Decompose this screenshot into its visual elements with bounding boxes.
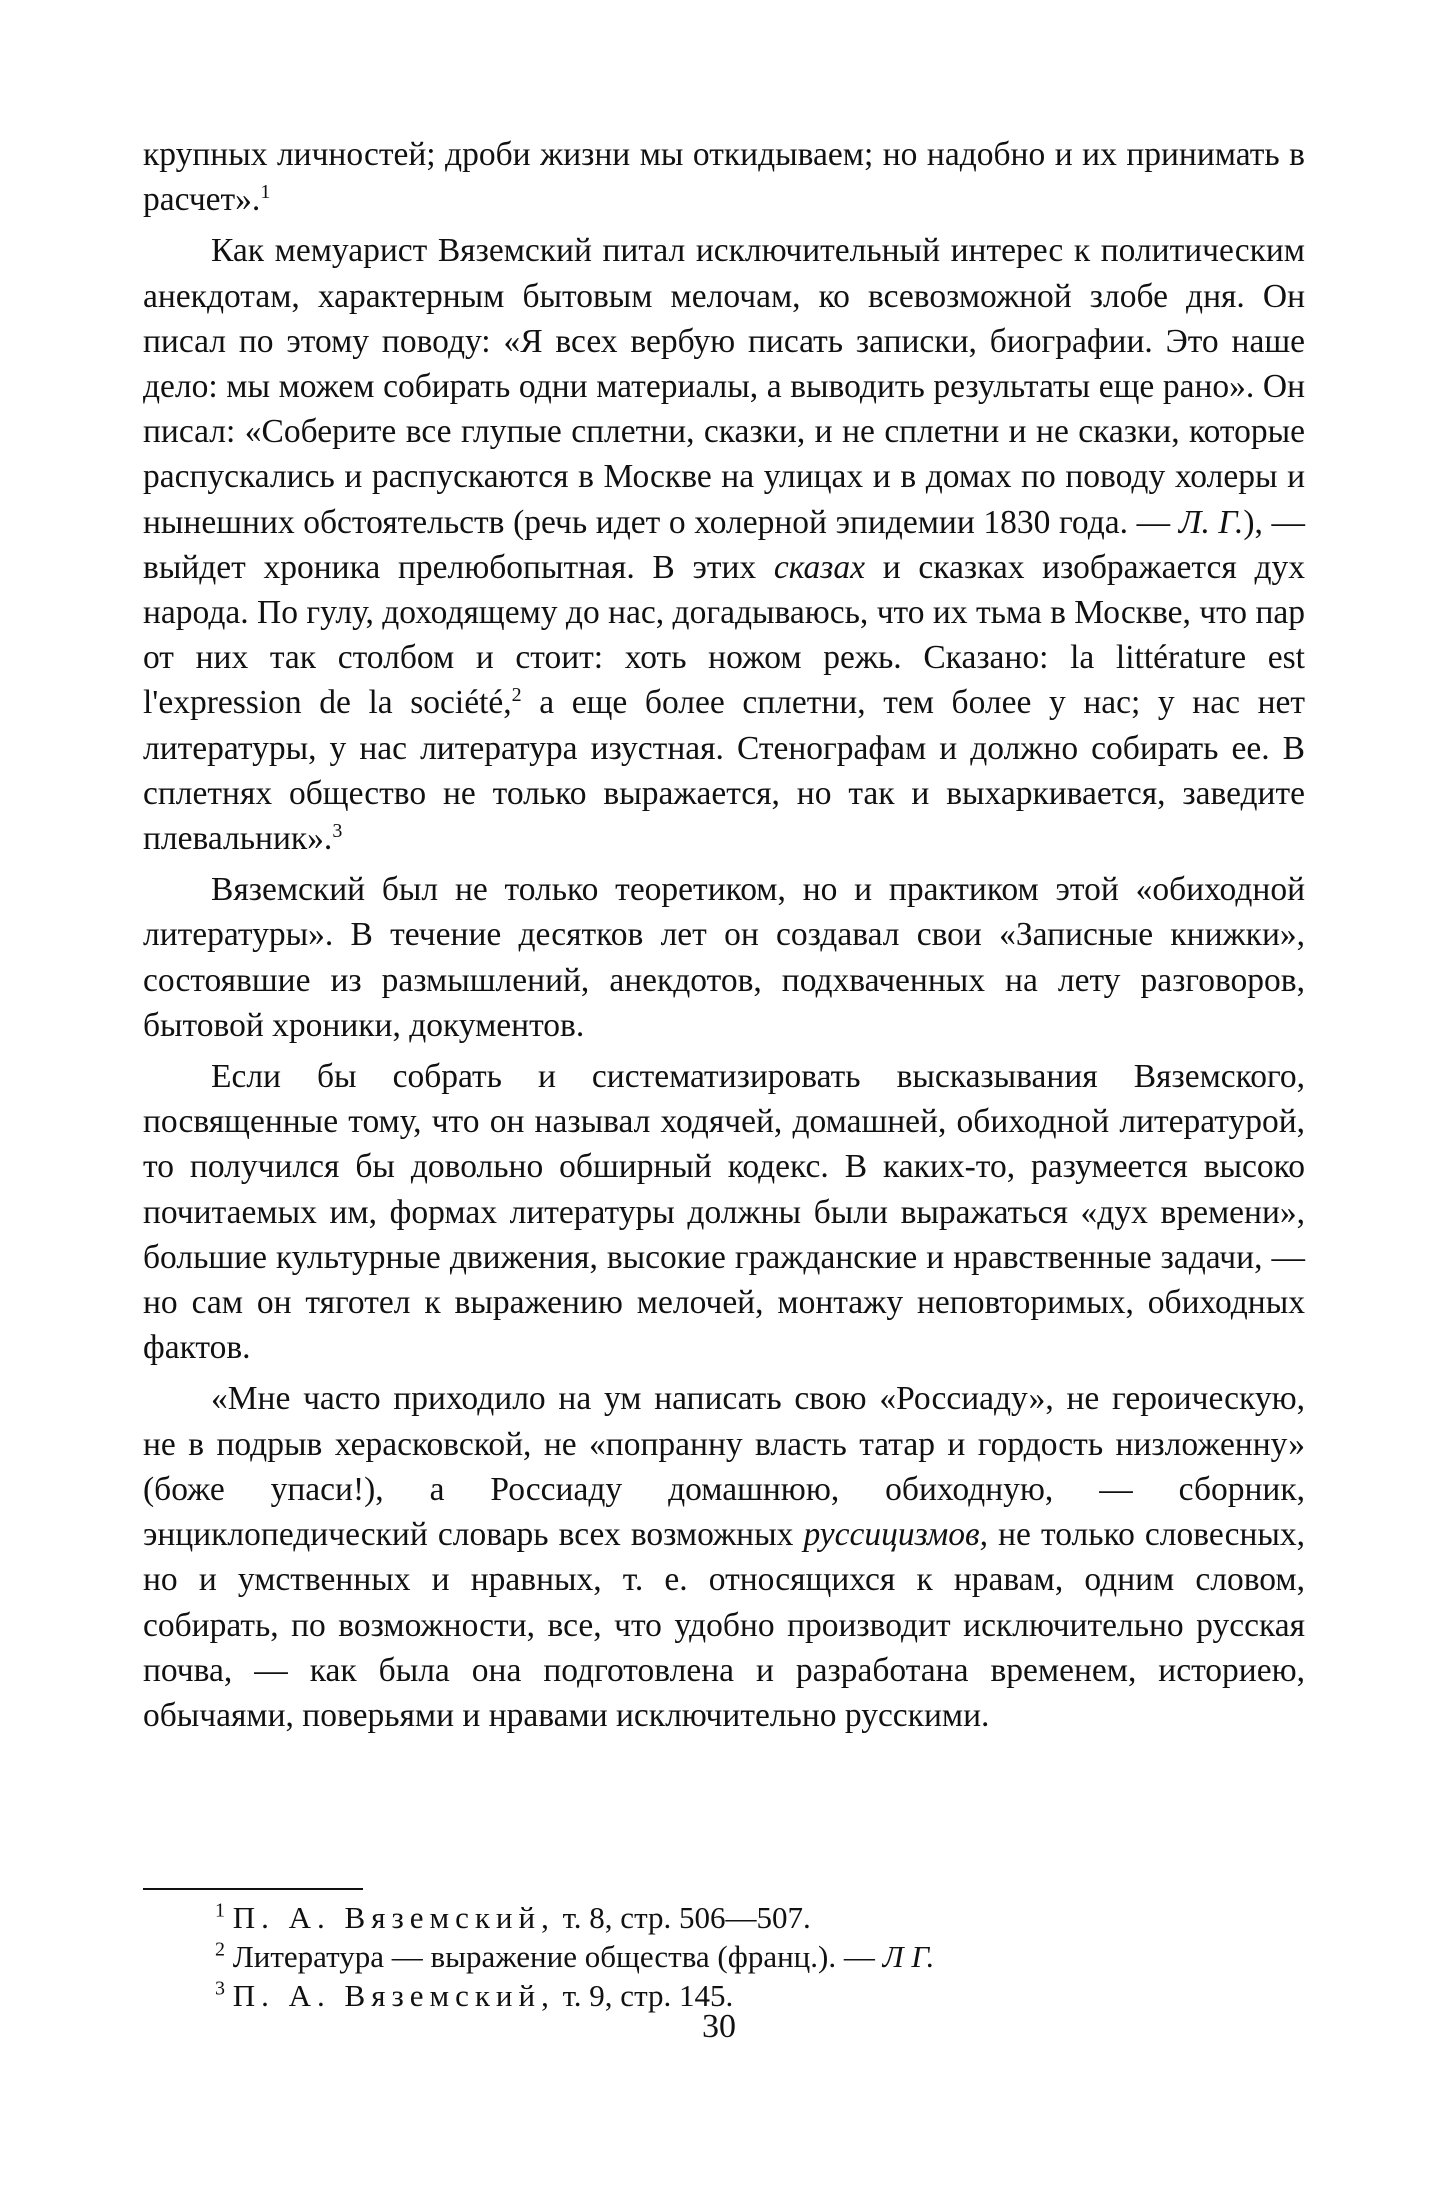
italic-text: Л. Г. (1178, 503, 1244, 541)
paragraph (143, 228, 1305, 861)
text-run: Если бы собрать и систематизировать высказывания Вяземского, посвященные тому, что он называл ходячей, домашней, обиходной литературой, то получился бы довольно обширный кодекс. В каких-то, разумеется высоко почитаемых им, формах литературы должны были выражаться «дух времени», большие культурные движения, высокие гражданские и нравственные задачи, — но сам он тяготел к выражению мелочей, монтажу неповторимых, обиходных фактов. (143, 1058, 1305, 1367)
text-run: а еще более сплетни, тем более у нас; у нас нет литературы, у нас литература изустная. Стенографам и должно собирать ее. В сплетнях общество не только выражается, но так и выхаркивается, заведите плевальник». (143, 684, 1306, 858)
paragraph (143, 867, 1305, 1048)
page-number: 30 (702, 2008, 736, 2045)
footnote-ref: 1 (260, 181, 271, 204)
footnote-signature: Л Г. (882, 1939, 935, 1974)
paragraph (143, 1054, 1305, 1370)
footnote-divider (143, 1888, 363, 1890)
footnote-text: т. 9, стр. 145. (562, 1978, 734, 2013)
text-run: не только словесных, но и умственных и нравных, т. е. относящихся к нравам, одним словом, собирать, по возможности, все, что удобно производит исключительно русская почва, — как была она подготовлена и разработана временем, историею, обычаями, поверьями и нравами исключительно русскими. (143, 1516, 1306, 1734)
footnote-author: П. А. Вяземский, (232, 1978, 555, 2013)
footnote-ref: 3 (332, 819, 343, 842)
text-run: Как мемуарист Вяземский питал исключительный интерес к политическим анекдотам, характерным бытовым мелочам, ко всевозможной злобе дня. Он писал по этому поводу: «Я всех вербую писать записки, биографии. Это наше дело: мы можем собирать одни материалы, а выводить результаты еще рано». Он писал: «Соберите все глупые сплетни, сказки, и не сплетни и не сказки, которые распускались и распускаются в Москве на улицах и в домах по поводу холеры и нынешних обстоятельств (речь идет о холерной эпидемии 1830 года. — (143, 232, 1305, 541)
footnote-number: 3 (215, 1977, 225, 2000)
text-run: крупных личностей; дроби жизни мы откидываем; но надобно и их принимать в расчет». (143, 136, 1305, 219)
footnote-ref: 2 (511, 684, 522, 707)
text-run: Вяземский был не только теоретиком, но и практиком этой «обиходной литературы». В течение десятков лет он создавал свои «Записные книжки», состоявшие из размышлений, анекдотов, подхваченных на лету разговоров, бытовой хроники, документов. (143, 871, 1305, 1044)
italic-text: сказах (773, 548, 865, 586)
text-run: и сказках изображается дух народа. По гулу, доходящему до нас, догадываюсь, что их тьма в Москве, что пар от них так столбом и стоит: хоть ножом режь. Сказано: la littérature est l'expression de la société, (143, 548, 1305, 722)
footnote-text: Литература — выражение общества (франц.). — (232, 1939, 875, 1974)
footnote-number: 2 (215, 1938, 225, 1961)
paragraph (143, 1376, 1305, 1738)
italic-text: руссицизмов, (803, 1516, 988, 1554)
footnotes (215, 1898, 1215, 2015)
footnote-number: 1 (215, 1899, 225, 1922)
footnote-item (215, 1898, 1215, 1937)
footnote-item (215, 1937, 1215, 1976)
text-run: ), — выйдет хроника прелюбопытная. В этих (143, 503, 1305, 586)
paragraph (143, 132, 1305, 222)
main-text (143, 132, 1305, 1744)
footnote-text: т. 8, стр. 506—507. (562, 1900, 811, 1935)
text-run: «Мне часто приходило на ум написать свою «Россиаду», не героическую, не в подрыв херасковской, не «попранну власть татар и гордость низложенну» (боже упаси!), а Россиаду домашнюю, обиходную, — сборник, энциклопедический словарь всех возможных (143, 1380, 1305, 1554)
footnote-author: П. А. Вяземский, (232, 1900, 555, 1935)
